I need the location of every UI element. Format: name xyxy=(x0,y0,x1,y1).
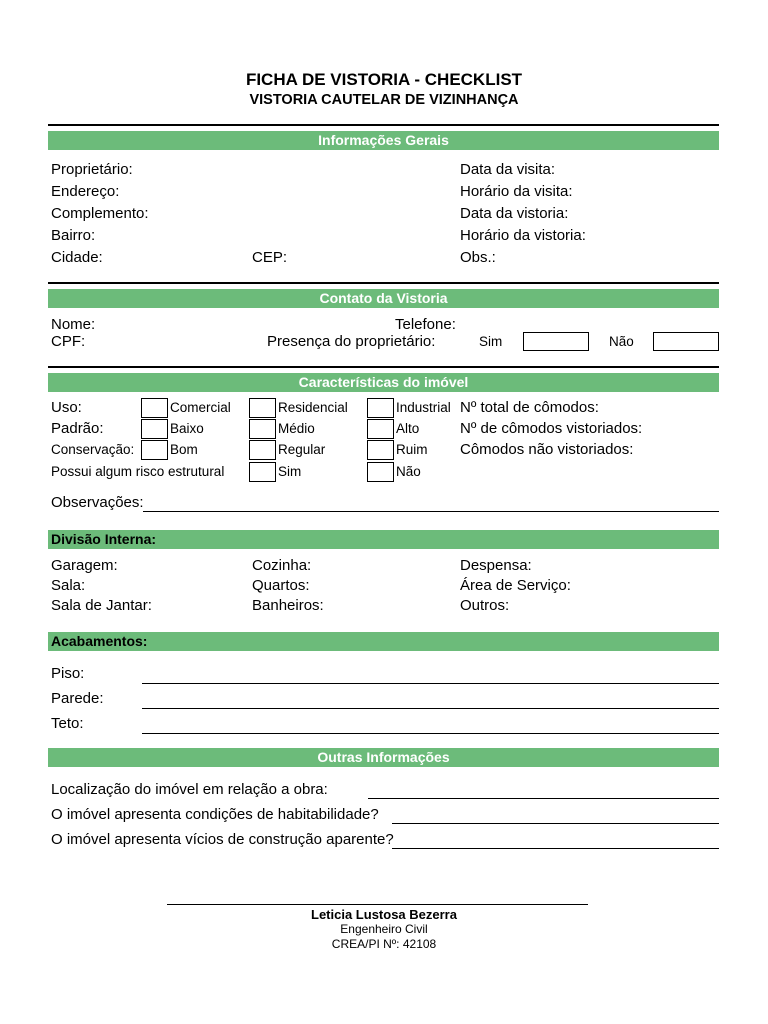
std-medium-label: Médio xyxy=(278,421,315,436)
section-finishes-heading: Acabamentos: xyxy=(48,632,719,651)
risk-no-checkbox[interactable] xyxy=(367,462,394,482)
observations-line[interactable] xyxy=(143,511,719,512)
section-general-heading: Informações Gerais xyxy=(48,131,719,150)
risk-label: Possui algum risco estrutural xyxy=(51,464,225,479)
std-high-label: Alto xyxy=(396,421,420,436)
standard-label: Padrão: xyxy=(51,420,104,437)
garage-label: Garagem: xyxy=(51,557,118,574)
cpf-label: CPF: xyxy=(51,333,86,350)
city-label: Cidade: xyxy=(51,249,103,266)
risk-yes-label: Sim xyxy=(278,464,302,479)
signer-registry: CREA/PI Nº: 42108 xyxy=(331,937,437,951)
visit-date-label: Data da visita: xyxy=(460,161,556,178)
district-label: Bairro: xyxy=(51,227,96,244)
presence-yes-box[interactable] xyxy=(523,332,589,351)
phone-label: Telefone: xyxy=(395,316,456,333)
use-label: Uso: xyxy=(51,399,82,416)
section-divider xyxy=(48,282,719,284)
presence-yes-label: Sim xyxy=(479,334,503,349)
section-contact-heading: Contato da Vistoria xyxy=(48,289,719,308)
risk-no-label: Não xyxy=(396,464,421,479)
std-low-checkbox[interactable] xyxy=(141,419,168,439)
question-location: Localização do imóvel em relação a obra: xyxy=(51,781,328,798)
cons-regular-checkbox[interactable] xyxy=(249,440,276,460)
owner-presence-label: Presença do proprietário: xyxy=(267,333,436,350)
use-commercial-checkbox[interactable] xyxy=(141,398,168,418)
unsurveyed-rooms-label: Cômodos não vistoriados: xyxy=(460,441,634,458)
std-low-label: Baixo xyxy=(170,421,204,436)
question-location-line[interactable] xyxy=(368,798,719,799)
cons-bad-label: Ruim xyxy=(396,442,428,457)
use-residential-checkbox[interactable] xyxy=(249,398,276,418)
section-other-heading: Outras Informações xyxy=(48,748,719,767)
obs-label: Obs.: xyxy=(460,249,496,266)
presence-no-label: Não xyxy=(609,334,634,349)
use-commercial-label: Comercial xyxy=(170,400,231,415)
cons-good-label: Bom xyxy=(170,442,198,457)
cep-label: CEP: xyxy=(252,249,288,266)
std-medium-checkbox[interactable] xyxy=(249,419,276,439)
surveyed-rooms-label: Nº de cômodos vistoriados: xyxy=(460,420,643,437)
signature-line xyxy=(167,904,588,905)
total-rooms-label: Nº total de cômodos: xyxy=(460,399,599,416)
address-label: Endereço: xyxy=(51,183,120,200)
section-divider xyxy=(48,124,719,126)
dining-label: Sala de Jantar: xyxy=(51,597,152,614)
pantry-label: Despensa: xyxy=(460,557,532,574)
floor-line[interactable] xyxy=(142,683,719,684)
section-features-heading: Características do imóvel xyxy=(48,373,719,392)
living-label: Sala: xyxy=(51,577,86,594)
wall-line[interactable] xyxy=(142,708,719,709)
owner-label: Proprietário: xyxy=(51,161,133,178)
section-divider xyxy=(48,366,719,368)
cons-bad-checkbox[interactable] xyxy=(367,440,394,460)
floor-label: Piso: xyxy=(51,665,85,682)
name-label: Nome: xyxy=(51,316,96,333)
cons-good-checkbox[interactable] xyxy=(141,440,168,460)
use-industrial-checkbox[interactable] xyxy=(367,398,394,418)
complement-label: Complemento: xyxy=(51,205,149,222)
wall-label: Parede: xyxy=(51,690,104,707)
ceiling-label: Teto: xyxy=(51,715,84,732)
question-defects: O imóvel apresenta vícios de construção aparente? xyxy=(51,831,394,848)
section-internal-heading: Divisão Interna: xyxy=(48,530,719,549)
question-defects-line[interactable] xyxy=(392,848,719,849)
bedrooms-label: Quartos: xyxy=(252,577,310,594)
survey-date-label: Data da vistoria: xyxy=(460,205,569,222)
presence-no-box[interactable] xyxy=(653,332,719,351)
std-high-checkbox[interactable] xyxy=(367,419,394,439)
ceiling-line[interactable] xyxy=(142,733,719,734)
use-residential-label: Residencial xyxy=(278,400,348,415)
use-industrial-label: Industrial xyxy=(396,400,451,415)
question-habitability-line[interactable] xyxy=(392,823,719,824)
signer-role: Engenheiro Civil xyxy=(340,922,428,936)
risk-yes-checkbox[interactable] xyxy=(249,462,276,482)
service-area-label: Área de Serviço: xyxy=(460,577,571,594)
question-habitability: O imóvel apresenta condições de habitabilidade? xyxy=(51,806,379,823)
bathrooms-label: Banheiros: xyxy=(252,597,324,614)
cons-regular-label: Regular xyxy=(278,442,326,457)
survey-time-label: Horário da vistoria: xyxy=(460,227,586,244)
others-label: Outros: xyxy=(460,597,510,614)
visit-time-label: Horário da visita: xyxy=(460,183,573,200)
signer-name: Leticia Lustosa Bezerra xyxy=(311,907,457,922)
conservation-label: Conservação: xyxy=(51,442,135,457)
form-title: FICHA DE VISTORIA - CHECKLIST xyxy=(245,70,523,89)
form-subtitle: VISTORIA CAUTELAR DE VIZINHANÇA xyxy=(249,92,519,108)
observations-label: Observações: xyxy=(51,494,144,511)
kitchen-label: Cozinha: xyxy=(252,557,312,574)
